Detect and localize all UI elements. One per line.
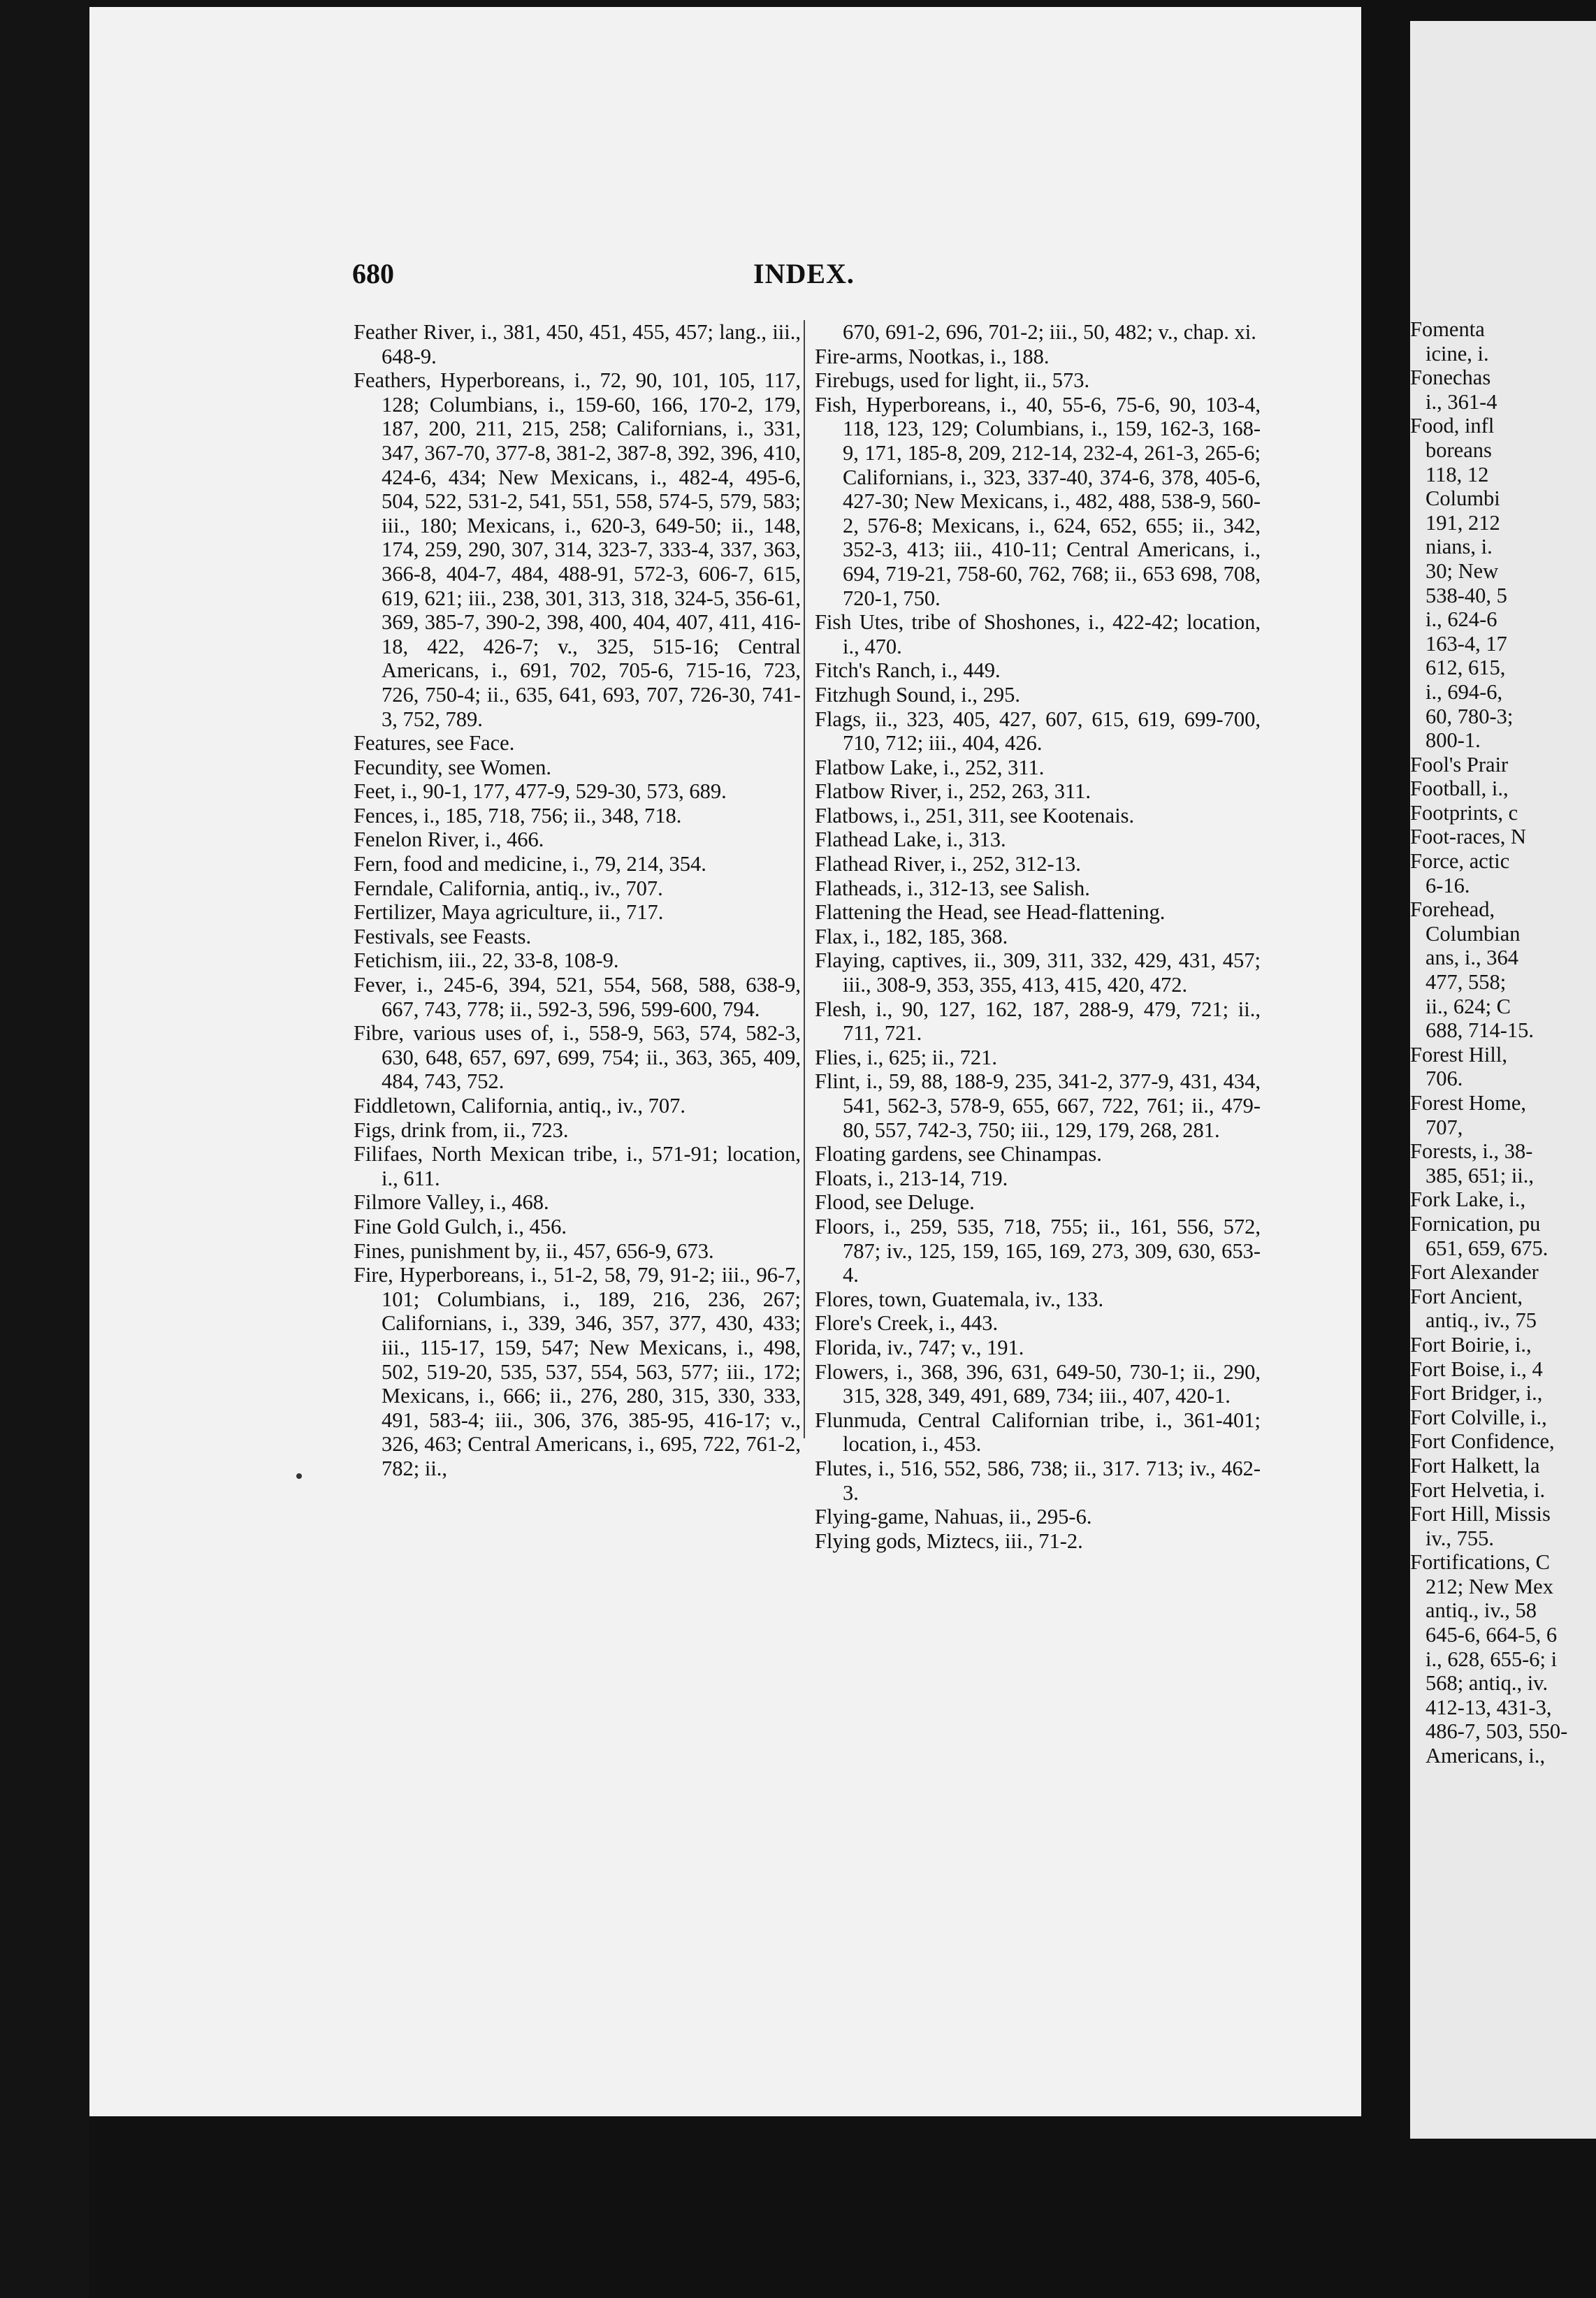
facing-page-line: Fortifications, C <box>1410 1550 1550 1575</box>
index-entry: Flags, ii., 323, 405, 427, 607, 615, 619, 699-700, 710, 712; iii., 404, 426. <box>815 707 1261 756</box>
index-entry: Fever, i., 245-6, 394, 521, 554, 568, 588, 638-9, 667, 743, 778; ii., 592-3, 596, 599-600, 794. <box>354 973 801 1021</box>
facing-page-line: Fork Lake, i., <box>1410 1187 1526 1212</box>
facing-page-line: Forest Hill, <box>1410 1042 1507 1067</box>
index-entry: Flint, i., 59, 88, 188-9, 235, 341-2, 377-9, 431, 434, 541, 562-3, 578-9, 655, 667, 722, 761; ii., 479-80, 557, 742-3, 750; iii., 129, 179, 268, 281. <box>815 1069 1261 1142</box>
index-entry: Flathead River, i., 252, 312-13. <box>815 852 1081 876</box>
facing-page <box>1410 21 1596 2139</box>
facing-page-line: 568; antiq., iv. <box>1425 1671 1548 1696</box>
index-entry: Fish Utes, tribe of Shoshones, i., 422-42; location, i., 470. <box>815 610 1261 658</box>
facing-page-line: Columbi <box>1425 486 1500 511</box>
facing-page-line: 477, 558; <box>1425 970 1507 995</box>
facing-page-line: Force, actic <box>1410 849 1510 874</box>
facing-page-line: 412-13, 431-3, <box>1425 1695 1552 1719</box>
facing-page-line: 800-1. <box>1425 728 1481 753</box>
facing-page-line: 688, 714-15. <box>1425 1018 1535 1043</box>
facing-page-line: Forests, i., 38- <box>1410 1139 1533 1164</box>
index-entry: Fern, food and medicine, i., 79, 214, 354. <box>354 852 706 876</box>
index-entry: Feet, i., 90-1, 177, 477-9, 529-30, 573, 689. <box>354 779 727 804</box>
index-entry: Flood, see Deluge. <box>815 1190 975 1215</box>
facing-page-line: 6-16. <box>1425 873 1470 897</box>
index-entry: Flesh, i., 90, 127, 162, 187, 288-9, 479, 721; ii., 711, 721. <box>815 997 1261 1046</box>
index-entry: Feathers, Hyperboreans, i., 72, 90, 101, 105, 117, 128; Columbians, i., 159-60, 166, 170-2, 179, 187, 200, 211, 215, 258; Californians, i., 331, 347, 367-70, 377-8, 381-2, 387-8, 392, 396, 410, 424-6, 434; New Mexicans, i., 482-4, 495-6, 504, 522, 531-2, 541, 551, 558, 574-5, 579, 583; iii., 180; Mexicans, i., 620-3, 649-50; ii., 148, 174, 259, 290, 307, 314, 323-7, 333-4, 337, 363, 366-8, 404-7, 484, 488-91, 572-3, 606-7, 615, 619, 621; iii., 238, 301, 313, 318, 324-5, 356-61, 369, 385-7, 390-2, 398, 400, 404, 407, 411, 416-18, 422, 426-7; v., 325, 515-16; Central Americans, i., 691, 702, 705-6, 715-16, 723, 726, 750-4; ii., 635, 641, 693, 707, 726-30, 741-3, 752, 789. <box>354 368 801 731</box>
facing-page-line: Footprints, c <box>1410 800 1518 825</box>
index-entry: Fetichism, iii., 22, 33-8, 108-9. <box>354 948 619 973</box>
index-entry: Flutes, i., 516, 552, 586, 738; ii., 317. 713; iv., 462-3. <box>815 1456 1261 1505</box>
facing-page-line: 60, 780-3; <box>1425 704 1514 728</box>
facing-page-line: ii., 624; C <box>1425 994 1511 1018</box>
facing-page-line: Fort Ancient, <box>1410 1284 1523 1308</box>
facing-page-line: 538-40, 5 <box>1425 583 1507 607</box>
facing-page-line: iv., 755. <box>1425 1526 1494 1550</box>
facing-page-line: icine, i. <box>1425 341 1489 366</box>
scan-left-border <box>0 0 89 2298</box>
index-entry: Flattening the Head, see Head-flattening. <box>815 900 1166 925</box>
index-entry: Flatheads, i., 312-13, see Salish. <box>815 876 1090 900</box>
index-entry: Floats, i., 213-14, 719. <box>815 1166 1008 1190</box>
index-entry: Flying gods, Miztecs, iii., 71-2. <box>815 1529 1083 1553</box>
index-entry: Fire-arms, Nootkas, i., 188. <box>815 344 1050 368</box>
ink-speck <box>296 1473 302 1479</box>
facing-page-line: i., 628, 655-6; i <box>1425 1647 1558 1671</box>
facing-page-line: Fort Halkett, la <box>1410 1453 1540 1477</box>
facing-page-line: 651, 659, 675. <box>1425 1236 1548 1260</box>
index-entry: Flore's Creek, i., 443. <box>815 1311 999 1336</box>
index-entry-continued: 670, 691-2, 696, 701-2; iii., 50, 482; v., chap. xi. <box>843 320 1256 344</box>
facing-page-line: Columbian <box>1425 921 1521 946</box>
facing-page-line: Food, infl <box>1410 414 1495 438</box>
facing-page-line: 212; New Mex <box>1425 1574 1553 1598</box>
facing-page-line: Football, i., <box>1410 776 1509 801</box>
index-entry: Florida, iv., 747; v., 191. <box>815 1335 1024 1359</box>
facing-page-line: Fort Helvetia, i. <box>1410 1477 1546 1502</box>
index-entry: Fenelon River, i., 466. <box>354 828 544 852</box>
facing-page-line: Fort Boirie, i., <box>1410 1332 1532 1357</box>
index-column-left <box>354 320 801 1481</box>
index-entry: Flunmuda, Central Californian tribe, i., 361-401; location, i., 453. <box>815 1408 1261 1457</box>
facing-page-line: Americans, i., <box>1425 1744 1546 1768</box>
index-entry: Fences, i., 185, 718, 756; ii., 348, 718. <box>354 803 682 828</box>
index-entry: Figs, drink from, ii., 723. <box>354 1118 569 1142</box>
running-title: INDEX. <box>753 258 855 289</box>
index-entry: Fiddletown, California, antiq., iv., 707. <box>354 1094 685 1118</box>
facing-page-line: i., 694-6, <box>1425 679 1503 704</box>
index-entry: Filmore Valley, i., 468. <box>354 1190 549 1215</box>
index-entry: Fecundity, see Women. <box>354 755 552 779</box>
facing-page-line: Forest Home, <box>1410 1091 1527 1115</box>
index-entry: Flatbows, i., 251, 311, see Kootenais. <box>815 803 1135 828</box>
facing-page-line: i., 361-4 <box>1425 389 1497 414</box>
facing-page-line: antiq., iv., 58 <box>1425 1598 1537 1623</box>
facing-page-line: boreans <box>1425 438 1492 462</box>
facing-page-line: Fomenta <box>1410 317 1485 341</box>
facing-page-line: Fort Colville, i., <box>1410 1405 1547 1429</box>
facing-page-line: Fort Boise, i., 4 <box>1410 1357 1543 1381</box>
facing-page-column <box>1410 317 1596 1768</box>
facing-page-line: ans, i., 364 <box>1425 946 1519 970</box>
facing-page-line: 486-7, 503, 550- <box>1425 1719 1568 1744</box>
index-entry: Flatbow River, i., 252, 263, 311. <box>815 779 1091 804</box>
facing-page-line: Fonechas <box>1410 366 1491 390</box>
facing-page-line: 612, 615, <box>1425 656 1506 680</box>
index-entry: Flax, i., 182, 185, 368. <box>815 924 1008 948</box>
facing-page-line: 645-6, 664-5, 6 <box>1425 1623 1558 1647</box>
index-entry: Flatbow Lake, i., 252, 311. <box>815 755 1045 779</box>
facing-page-line: 385, 651; ii., <box>1425 1163 1535 1187</box>
index-entry: Firebugs, used for light, ii., 573. <box>815 368 1090 393</box>
facing-page-line: 191, 212 <box>1425 510 1500 535</box>
index-entry: Ferndale, California, antiq., iv., 707. <box>354 876 663 900</box>
index-entry: Festivals, see Feasts. <box>354 924 532 948</box>
facing-page-line: Foot-races, N <box>1410 825 1527 849</box>
index-page <box>89 7 1361 2116</box>
facing-page-line: Fool's Prair <box>1410 752 1509 776</box>
facing-page-line: 30; New <box>1425 558 1499 583</box>
column-divider <box>804 320 805 1438</box>
facing-page-line: Fort Confidence, <box>1410 1429 1555 1454</box>
index-entry: Filifaes, North Mexican tribe, i., 571-91; location, i., 611. <box>354 1142 801 1190</box>
index-entry: Flowers, i., 368, 396, 631, 649-50, 730-1; ii., 290, 315, 328, 349, 491, 689, 734; iii., 407, 420-1. <box>815 1359 1261 1408</box>
index-entry: Fine Gold Gulch, i., 456. <box>354 1214 567 1238</box>
facing-page-line: Fort Alexander <box>1410 1260 1539 1285</box>
index-entry: Flathead Lake, i., 313. <box>815 828 1006 852</box>
facing-page-line: 706. <box>1425 1067 1463 1091</box>
facing-page-line: i., 624-6 <box>1425 607 1497 632</box>
index-entry: Flores, town, Guatemala, iv., 133. <box>815 1287 1104 1311</box>
index-entry: Fertilizer, Maya agriculture, ii., 717. <box>354 900 664 925</box>
index-entry: Flying-game, Nahuas, ii., 295-6. <box>815 1505 1092 1529</box>
index-entry: Fibre, various uses of, i., 558-9, 563, 574, 582-3, 630, 648, 657, 697, 699, 754; ii., 363, 365, 409, 484, 743, 752. <box>354 1021 801 1094</box>
facing-page-line: 118, 12 <box>1425 462 1489 486</box>
index-entry: Fitzhugh Sound, i., 295. <box>815 682 1021 707</box>
facing-page-line: Forehead, <box>1410 897 1495 922</box>
index-entry: Feather River, i., 381, 450, 451, 455, 457; lang., iii., 648-9. <box>354 320 801 368</box>
index-entry: Features, see Face. <box>354 731 515 756</box>
page-header <box>89 257 1361 299</box>
facing-page-line: nians, i. <box>1425 535 1493 559</box>
facing-page-line: Fornication, pu <box>1410 1211 1541 1236</box>
page-number: 680 <box>352 258 394 289</box>
index-entry: Flaying, captives, ii., 309, 311, 332, 429, 431, 457; iii., 308-9, 353, 355, 413, 415, 420, 472. <box>815 948 1261 997</box>
index-entry: Fines, punishment by, ii., 457, 656-9, 673. <box>354 1238 714 1263</box>
facing-page-line: 163-4, 17 <box>1425 631 1507 656</box>
index-column-right <box>815 320 1261 1553</box>
facing-page-line: Fort Bridger, i., <box>1410 1381 1543 1405</box>
index-entry: Flies, i., 625; ii., 721. <box>815 1045 997 1069</box>
index-entry: Floating gardens, see Chinampas. <box>815 1142 1102 1166</box>
index-entry: Fish, Hyperboreans, i., 40, 55-6, 75-6, 90, 103-4, 118, 123, 129; Columbians, i., 159, 162-3, 168-9, 171, 185-8, 209, 212-14, 232-4, 261-3, 265-6; Californians, i., 323, 337-40, 374-6, 378, 405-6, 427-30; New Mexicans, i., 482, 488, 538-9, 560-2, 576-8; Mexicans, i., 624, 652, 655; ii., 342, 352-3, 413; iii., 410-11; Central Americans, i., 694, 719-21, 758-60, 762, 768; ii., 653 698, 708, 720-1, 750. <box>815 392 1261 610</box>
facing-page-line: antiq., iv., 75 <box>1425 1308 1537 1333</box>
index-entry: Fitch's Ranch, i., 449. <box>815 658 1001 683</box>
index-entry: Fire, Hyperboreans, i., 51-2, 58, 79, 91-2; iii., 96-7, 101; Columbians, i., 189, 216, 236, 267; Californians, i., 339, 346, 357, 377, 430, 433; iii., 115-17, 159, 547; New Mexicans, i., 498, 502, 519-20, 535, 537, 554, 563, 577; iii., 172; Mexicans, i., 666; ii., 276, 280, 315, 330, 333, 491, 583-4; iii., 306, 376, 385-95, 416-17; v., 326, 463; Central Americans, i., 695, 722, 761-2, 782; ii., <box>354 1263 801 1480</box>
facing-page-line: 707, <box>1425 1115 1463 1139</box>
facing-page-line: Fort Hill, Missis <box>1410 1502 1551 1526</box>
index-entry: Floors, i., 259, 535, 718, 755; ii., 161, 556, 572, 787; iv., 125, 159, 165, 169, 273, 309, 630, 653-4. <box>815 1214 1261 1287</box>
